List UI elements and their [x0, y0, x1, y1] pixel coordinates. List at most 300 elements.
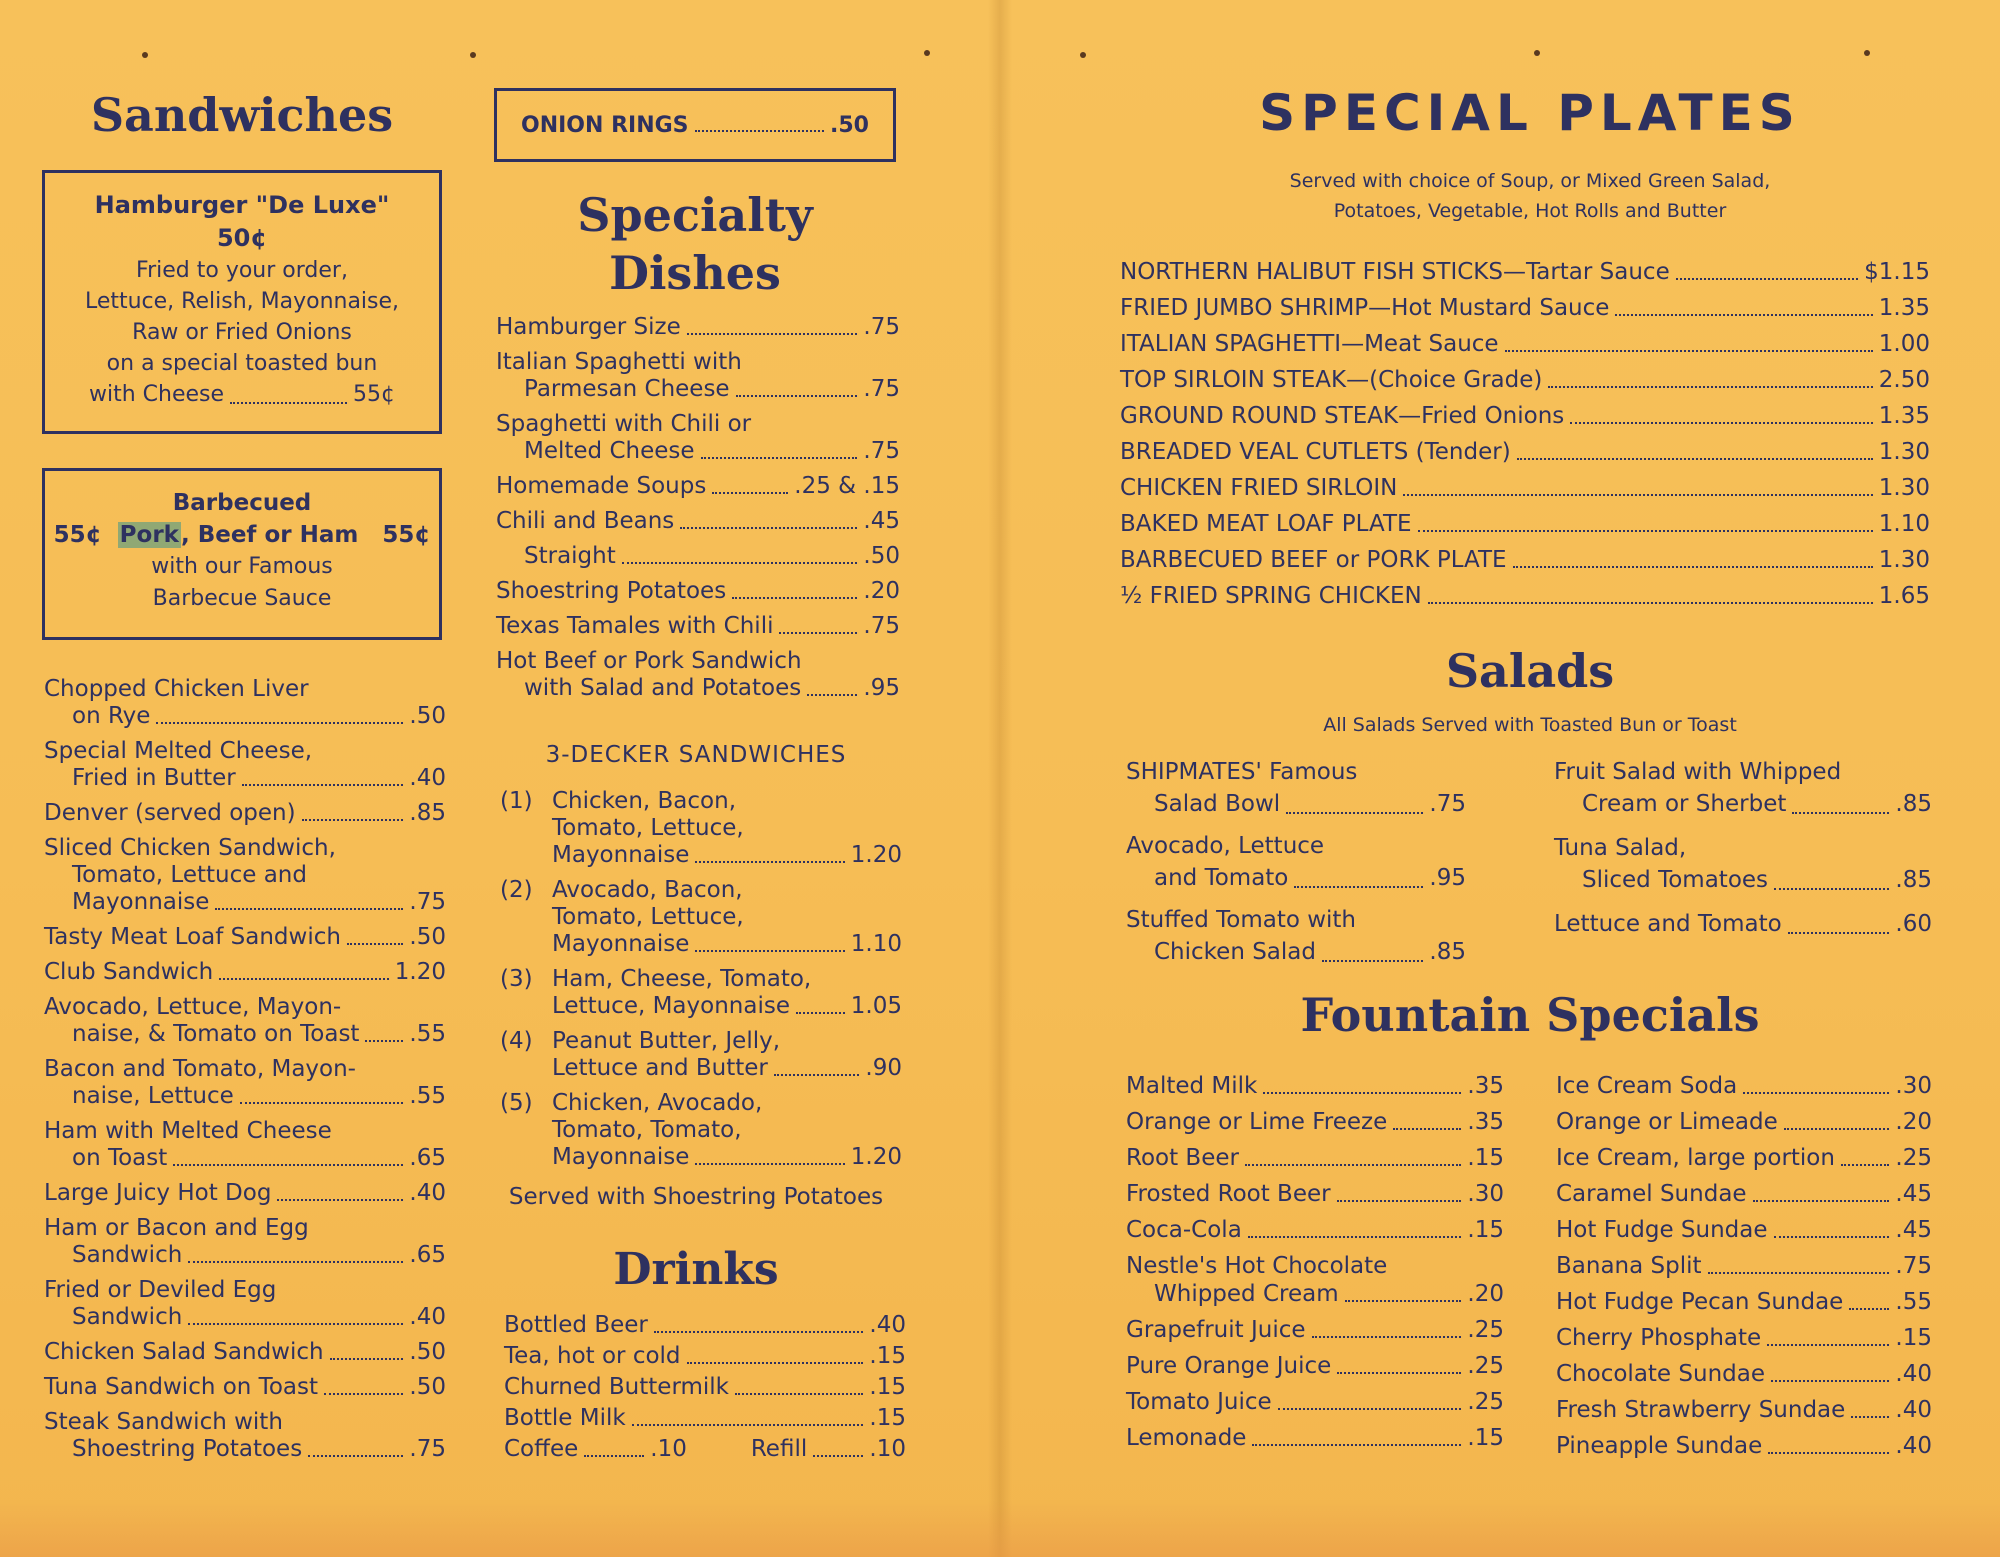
item-line	[1120, 474, 1930, 502]
dot-leader	[1767, 1344, 1889, 1346]
item-price: .45	[1895, 1217, 1932, 1243]
item-line	[1556, 1144, 1932, 1172]
item-line	[500, 815, 902, 842]
item-name: Fried or Deviled Egg	[44, 1277, 277, 1303]
three-decker-title: 3-DECKER SANDWICHES	[545, 742, 847, 768]
item-line	[1126, 788, 1466, 820]
item-line	[496, 613, 900, 640]
dot-leader	[1248, 1236, 1462, 1238]
sandwich-item	[44, 1180, 446, 1207]
item-name: BARBECUED BEEF or PORK PLATE	[1120, 547, 1507, 573]
item-line	[44, 1339, 446, 1366]
dot-leader	[1570, 422, 1873, 424]
salads-left-list	[1126, 756, 1466, 978]
dot-leader	[1294, 886, 1423, 888]
sandwich-item	[44, 800, 446, 827]
item-price: .75	[863, 613, 900, 639]
item-line	[1554, 864, 1932, 896]
item-name: Cream or Sherbet	[1582, 791, 1787, 817]
item-price: .25	[1895, 1145, 1932, 1171]
barbecued-price-line: 55¢ Pork, Beef or Ham 55¢	[53, 522, 431, 548]
item-name: Pure Orange Juice	[1126, 1353, 1332, 1379]
item-price: 1.00	[1878, 331, 1930, 357]
sandwich-list	[44, 676, 446, 1471]
dot-leader	[1345, 1300, 1462, 1302]
special-plate-item	[1120, 258, 1930, 286]
item-name: Ice Cream, large portion	[1556, 1145, 1835, 1171]
item-name: Steak Sandwich with	[44, 1409, 283, 1435]
item-line	[1120, 330, 1930, 358]
item-name: Avocado, Lettuce	[1126, 833, 1325, 859]
dot-leader	[215, 908, 403, 910]
item-name: Tomato, Lettuce and	[72, 862, 307, 888]
dot-leader	[736, 395, 858, 397]
dot-leader	[732, 597, 857, 599]
item-name: Chicken, Avocado,	[552, 1090, 763, 1116]
item-name: Ham or Bacon and Egg	[44, 1215, 309, 1241]
coffee-row: Coffee .10 Refill .10	[504, 1436, 906, 1462]
item-name: Special Melted Cheese,	[44, 738, 313, 764]
item-name: Malted Milk	[1126, 1073, 1258, 1099]
dot-leader	[277, 1199, 403, 1201]
dot-leader	[1505, 350, 1873, 352]
item-price: .40	[409, 765, 446, 791]
item-line	[496, 473, 900, 500]
item-line	[500, 1090, 902, 1117]
item-line	[1120, 366, 1930, 394]
item-name: Ham, Cheese, Tomato,	[552, 966, 812, 992]
item-price: .40	[1895, 1397, 1932, 1423]
dot-leader	[188, 1323, 403, 1325]
item-name: Denver (served open)	[44, 800, 296, 826]
item-price: .40	[1895, 1433, 1932, 1459]
item-line	[44, 835, 446, 862]
item-name: Cherry Phosphate	[1556, 1325, 1762, 1351]
item-price: .75	[409, 1436, 446, 1462]
specialty-item	[496, 613, 900, 640]
item-line	[44, 1145, 446, 1172]
dot-leader	[654, 1331, 864, 1333]
special-plate-item	[1120, 294, 1930, 322]
item-name: Bottled Beer	[504, 1312, 648, 1338]
item-line	[1556, 1180, 1932, 1208]
item-line	[44, 1436, 446, 1463]
item-price: .20	[1467, 1281, 1504, 1307]
fountain-item	[1556, 1180, 1932, 1208]
item-name: Homemade Soups	[496, 473, 707, 499]
fountain-item	[1556, 1324, 1932, 1352]
item-price: .15	[869, 1374, 906, 1400]
dot-leader	[1841, 1164, 1889, 1166]
item-name: Ice Cream Soda	[1556, 1073, 1738, 1099]
dot-leader	[796, 1012, 845, 1014]
item-price: .50	[409, 703, 446, 729]
item-price: 1.30	[1878, 547, 1930, 573]
dot-leader	[240, 1102, 404, 1104]
sandwich-item	[44, 1056, 446, 1110]
dot-leader	[324, 1393, 403, 1395]
item-line	[44, 1056, 446, 1083]
item-name: SHIPMATES' Famous	[1126, 759, 1358, 785]
item-price: .90	[865, 1055, 902, 1081]
item-name: NORTHERN HALIBUT FISH STICKS—Tartar Sauce	[1120, 259, 1670, 285]
item-name: Spaghetti with Chili or	[496, 411, 752, 437]
dot-leader	[695, 950, 844, 952]
item-price: .25 & .15	[794, 473, 900, 499]
dot-leader	[1418, 530, 1873, 532]
dot-leader	[1337, 1372, 1461, 1374]
item-price: .40	[869, 1312, 906, 1338]
item-line	[44, 1021, 446, 1048]
binder-hole	[142, 52, 148, 58]
sandwich-item	[44, 1409, 446, 1463]
fountain-item	[1556, 1252, 1932, 1280]
item-name: Avocado, Lettuce, Mayon-	[44, 994, 342, 1020]
item-name: naise, Lettuce	[72, 1083, 234, 1109]
special-plate-item	[1120, 546, 1930, 574]
item-line	[1126, 1144, 1504, 1172]
item-price: .75	[1429, 791, 1466, 817]
fountain-item	[1556, 1072, 1932, 1100]
dot-leader	[1548, 386, 1872, 388]
deluxe-description	[45, 255, 439, 379]
fountain-left-list	[1126, 1072, 1504, 1460]
item-line	[1556, 1108, 1932, 1136]
item-line	[1120, 510, 1930, 538]
item-line	[44, 994, 446, 1021]
item-line	[1554, 756, 1932, 788]
item-number: (5)	[500, 1090, 533, 1116]
drink-item	[504, 1405, 906, 1432]
fountain-item	[1126, 1144, 1504, 1172]
dot-leader	[695, 861, 844, 863]
item-price: .30	[1895, 1073, 1932, 1099]
item-name: Melted Cheese	[524, 438, 695, 464]
item-price: .40	[1895, 1361, 1932, 1387]
drink-item	[504, 1343, 906, 1370]
binder-hole	[1534, 50, 1540, 56]
binder-hole	[924, 50, 930, 56]
drink-item	[504, 1312, 906, 1339]
item-name: Fried in Butter	[72, 765, 236, 791]
item-price: 1.65	[1878, 583, 1930, 609]
item-line	[496, 376, 900, 403]
item-line	[44, 1277, 446, 1304]
item-line	[504, 1405, 906, 1432]
item-price: .55	[1895, 1289, 1932, 1315]
dot-leader	[622, 562, 858, 564]
item-name: Sliced Chicken Sandwich,	[44, 835, 336, 861]
item-name: Mayonnaise	[552, 842, 690, 868]
fountain-item	[1556, 1360, 1932, 1388]
specialty-item	[496, 508, 900, 535]
item-line	[1120, 258, 1930, 286]
dot-leader	[1792, 812, 1889, 814]
barbecued-box	[42, 468, 442, 640]
dot-leader	[308, 1455, 403, 1457]
item-price: 1.30	[1878, 475, 1930, 501]
item-name: Frosted Root Beer	[1126, 1181, 1331, 1207]
item-line	[1126, 756, 1466, 788]
dot-leader	[219, 978, 389, 980]
item-price: 2.50	[1878, 367, 1930, 393]
dot-leader	[1263, 1092, 1461, 1094]
item-line	[500, 931, 902, 958]
deluxe-line: Fried to your order,	[136, 258, 348, 283]
special-plates-list	[1120, 258, 1930, 618]
item-price: .55	[409, 1021, 446, 1047]
item-name: Club Sandwich	[44, 959, 214, 985]
item-price: .75	[863, 376, 900, 402]
fountain-item	[1126, 1352, 1504, 1380]
sandwich-item	[44, 835, 446, 916]
sandwich-item	[44, 959, 446, 986]
item-line	[1120, 546, 1930, 574]
sandwich-item	[44, 924, 446, 951]
fountain-item	[1126, 1216, 1504, 1244]
dot-leader	[779, 632, 857, 634]
fountain-item	[1556, 1396, 1932, 1424]
sandwich-item	[44, 1118, 446, 1172]
fountain-right-list	[1556, 1072, 1932, 1468]
specialty-item	[496, 578, 900, 605]
dot-leader	[1428, 602, 1873, 604]
item-name: Sandwich	[72, 1304, 183, 1330]
specialty-item	[496, 314, 900, 341]
item-name: Tomato Juice	[1126, 1389, 1272, 1415]
item-line	[44, 1242, 446, 1269]
salad-item	[1554, 832, 1932, 896]
item-line	[1556, 1252, 1932, 1280]
dot-leader	[774, 1074, 860, 1076]
three-decker-note: Served with Shoestring Potatoes	[508, 1184, 884, 1210]
item-line	[500, 904, 902, 931]
item-price: .55	[409, 1083, 446, 1109]
dot-leader	[1774, 888, 1889, 890]
salads-title: Salads	[1445, 644, 1615, 698]
deluxe-price: 50¢	[216, 224, 268, 252]
item-line	[1126, 1108, 1504, 1136]
dot-leader	[1245, 1164, 1461, 1166]
item-price: .20	[1895, 1109, 1932, 1135]
item-line	[44, 1118, 446, 1145]
item-name: Chicken, Bacon,	[552, 788, 736, 814]
dot-leader	[687, 1362, 864, 1364]
deluxe-line: Raw or Fried Onions	[132, 320, 352, 345]
special-plate-item	[1120, 330, 1930, 358]
item-line	[44, 1215, 446, 1242]
item-name: Chopped Chicken Liver	[44, 676, 309, 702]
item-name: Bacon and Tomato, Mayon-	[44, 1056, 356, 1082]
special-plate-item	[1120, 366, 1930, 394]
binder-hole	[1864, 50, 1870, 56]
fountain-item	[1556, 1216, 1932, 1244]
item-name: TOP SIRLOIN STEAK—(Choice Grade)	[1120, 367, 1543, 393]
item-name: ½ FRIED SPRING CHICKEN	[1120, 583, 1422, 609]
item-name: on Rye	[72, 703, 151, 729]
item-price: .30	[1467, 1181, 1504, 1207]
deluxe-cheese-row: with Cheese 55¢	[89, 382, 395, 407]
dot-leader	[735, 1393, 863, 1395]
item-price: $1.15	[1864, 259, 1930, 285]
item-name: Mayonnaise	[552, 1144, 690, 1170]
item-price: 1.10	[1878, 511, 1930, 537]
fountain-item	[1556, 1144, 1932, 1172]
item-line	[44, 1083, 446, 1110]
item-line	[1126, 936, 1466, 968]
dot-leader	[242, 784, 404, 786]
item-price: .95	[863, 675, 900, 701]
dot-leader	[1743, 1092, 1889, 1094]
deluxe-line: Lettuce, Relish, Mayonnaise,	[84, 289, 400, 314]
item-price: .85	[409, 800, 446, 826]
item-name: Caramel Sundae	[1556, 1181, 1747, 1207]
item-number: (3)	[500, 966, 533, 992]
fountain-item	[1556, 1432, 1932, 1460]
dot-leader	[632, 1424, 864, 1426]
specialty-item	[496, 411, 900, 465]
sandwiches-title: Sandwiches	[90, 88, 394, 142]
item-price: .85	[1429, 939, 1466, 965]
item-name: Hot Beef or Pork Sandwich	[496, 648, 802, 674]
item-line	[504, 1374, 906, 1401]
item-name: Lettuce and Butter	[552, 1055, 768, 1081]
item-number: (2)	[500, 877, 533, 903]
item-price: .15	[1895, 1325, 1932, 1351]
item-line	[1126, 1316, 1504, 1344]
dot-leader	[302, 819, 404, 821]
drink-item	[504, 1374, 906, 1401]
binder-hole	[1080, 52, 1086, 58]
specialty-item	[496, 648, 900, 702]
sandwich-item	[44, 1374, 446, 1401]
item-number: (1)	[500, 788, 533, 814]
decker-item	[500, 788, 902, 869]
item-line	[1556, 1072, 1932, 1100]
item-name: Grapefruit Juice	[1126, 1317, 1306, 1343]
item-line	[1126, 1280, 1504, 1308]
item-price: .45	[1895, 1181, 1932, 1207]
item-name: Chili and Beans	[496, 508, 675, 534]
item-line	[44, 738, 446, 765]
dot-leader	[1768, 1452, 1889, 1454]
decker-item	[500, 1028, 902, 1082]
dot-leader	[1403, 494, 1872, 496]
fountain-item	[1126, 1316, 1504, 1344]
item-price: .15	[1467, 1217, 1504, 1243]
item-price: .15	[869, 1405, 906, 1431]
item-price: .40	[409, 1180, 446, 1206]
special-plate-item	[1120, 474, 1930, 502]
item-line	[44, 676, 446, 703]
onion-rings-price: .50	[830, 113, 869, 138]
dot-leader	[701, 457, 858, 459]
page-fold	[988, 0, 1012, 1557]
dot-leader	[687, 333, 858, 335]
item-line	[496, 543, 900, 570]
sandwich-item	[44, 994, 446, 1048]
item-line	[1556, 1324, 1932, 1352]
item-price: 1.20	[850, 1144, 902, 1170]
item-line	[1126, 904, 1466, 936]
special-plate-item	[1120, 582, 1930, 610]
special-plate-item	[1120, 510, 1930, 538]
item-name: Chicken Salad Sandwich	[44, 1339, 324, 1365]
dot-leader	[1615, 314, 1872, 316]
item-price: .45	[863, 508, 900, 534]
special-plates-title: SPECIAL PLATES	[1259, 84, 1801, 142]
dot-leader	[695, 1163, 844, 1165]
item-line	[1556, 1216, 1932, 1244]
fountain-item	[1126, 1252, 1504, 1308]
barbecued-line: Barbecue Sauce	[152, 586, 332, 611]
item-name: Fruit Salad with Whipped	[1554, 759, 1842, 785]
item-name: Lemonade	[1126, 1425, 1247, 1451]
item-name: Chocolate Sundae	[1556, 1361, 1765, 1387]
dot-leader	[173, 1164, 403, 1166]
item-price: .85	[1895, 867, 1932, 893]
dot-leader	[1252, 1444, 1461, 1446]
item-price: .20	[863, 578, 900, 604]
item-line	[1126, 1180, 1504, 1208]
special-plates-subtitle: Served with choice of Soup, or Mixed Green Salad, Potatoes, Vegetable, Hot Rolls and Butter	[1289, 170, 1771, 222]
item-name: Root Beer	[1126, 1145, 1239, 1171]
item-name: Mayonnaise	[72, 889, 210, 915]
item-name: Hot Fudge Pecan Sundae	[1556, 1289, 1844, 1315]
item-name: Banana Split	[1556, 1253, 1702, 1279]
item-price: .75	[1895, 1253, 1932, 1279]
item-name: Bottle Milk	[504, 1405, 626, 1431]
salads-subtitle: All Salads Served with Toasted Bun or Toast	[1323, 714, 1737, 736]
item-price: .65	[409, 1242, 446, 1268]
sandwich-item	[44, 1277, 446, 1331]
item-name: on Toast	[72, 1145, 168, 1171]
item-name: BAKED MEAT LOAF PLATE	[1120, 511, 1412, 537]
item-price: .15	[1467, 1145, 1504, 1171]
item-name: Salad Bowl	[1154, 791, 1281, 817]
dot-leader	[1774, 1236, 1890, 1238]
dot-leader	[1337, 1200, 1462, 1202]
item-line	[496, 411, 900, 438]
barbecued-line: with our Famous	[151, 554, 333, 579]
salad-item	[1554, 908, 1932, 940]
sandwich-item	[44, 676, 446, 730]
item-price: .25	[1467, 1353, 1504, 1379]
item-line	[1120, 582, 1930, 610]
item-line	[44, 862, 446, 889]
specialty-item	[496, 543, 900, 570]
item-name: Shoestring Potatoes	[72, 1436, 303, 1462]
item-price: 1.20	[394, 959, 446, 985]
item-line	[500, 788, 902, 815]
item-name: with Salad and Potatoes	[524, 675, 802, 701]
item-line	[44, 924, 446, 951]
item-name: Straight	[524, 543, 616, 569]
item-price: 1.20	[850, 842, 902, 868]
item-line	[1556, 1396, 1932, 1424]
item-line	[44, 1409, 446, 1436]
item-price: .40	[409, 1304, 446, 1330]
item-price: .25	[1467, 1389, 1504, 1415]
item-price: .50	[409, 1374, 446, 1400]
barbecued-description	[45, 551, 439, 615]
item-line	[1120, 294, 1930, 322]
item-price: .75	[863, 314, 900, 340]
fountain-item	[1126, 1388, 1504, 1416]
item-price: 1.35	[1878, 295, 1930, 321]
item-line	[500, 966, 902, 993]
dot-leader	[1312, 1336, 1462, 1338]
